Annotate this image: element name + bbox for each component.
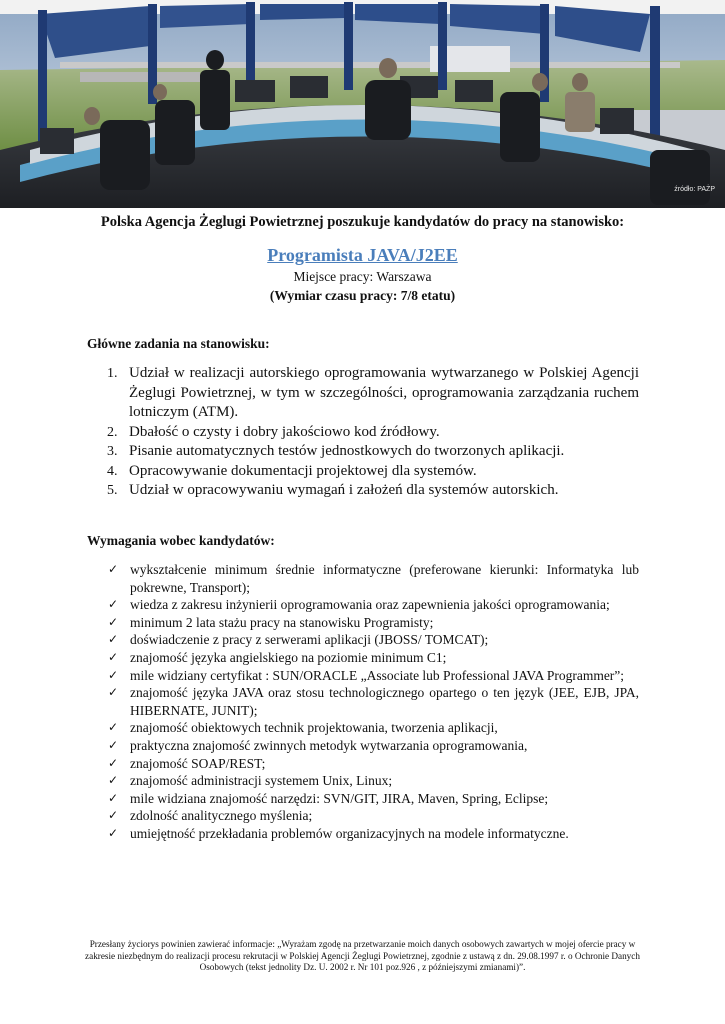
checkmark-icon: ✓	[108, 562, 119, 576]
requirement-item	[87, 649, 639, 667]
requirement-item	[87, 825, 639, 843]
task-number: 3.	[107, 444, 118, 459]
requirement-item	[87, 561, 639, 596]
requirement-text: znajomość języka angielskiego na poziomie minimum C1;	[130, 649, 447, 665]
tasks-heading: Główne zadania na stanowisku:	[87, 336, 270, 351]
checkmark-icon: ✓	[108, 685, 119, 700]
task-item	[87, 442, 639, 462]
requirement-item	[87, 719, 639, 737]
requirement-text: mile widziana znajomość narzędzi: SVN/GIT, JIRA, Maven, Spring, Eclipse;	[130, 790, 549, 806]
task-number: 4.	[107, 463, 118, 479]
requirement-text: umiejętność przekładania problemów organizacyjnych na modele informatyczne.	[130, 825, 569, 841]
headline: Polska Agencja Żeglugi Powietrznej poszukuje kandydatów do pracy na stanowisko:	[100, 214, 625, 230]
task-text: Dbałość o czysty i dobry jakościowo kod źródłowy.	[129, 423, 440, 440]
requirement-item	[87, 772, 639, 790]
requirements-heading: Wymagania wobec kandydatów:	[87, 533, 275, 548]
checkmark-icon: ✓	[108, 808, 119, 823]
task-item	[87, 481, 639, 501]
requirement-item	[87, 631, 639, 649]
requirements-list	[87, 561, 639, 843]
requirement-text: wiedza z zakresu inżynierii oprogramowania oraz zapewnienia jakości oprogramowania;	[130, 597, 610, 613]
checkmark-icon: ✓	[108, 667, 119, 682]
requirement-text: znajomość języka JAVA oraz stosu technologicznego opartego o ten język (JEE, EJB, JPA, HIBERNATE, JUNIT);	[130, 685, 639, 718]
control-tower-illustration	[0, 0, 725, 208]
requirement-text: wykształcenie minimum średnie informatyczne (preferowane kierunki: Informatyka lub pokrewne, Transport);	[130, 562, 639, 595]
requirement-item	[87, 755, 639, 773]
task-text: Udział w realizacji autorskiego oprogramowania wytwarzanego w Polskiej Agencji Żeglugi Powietrznej, w tym w szczególności, oprogramowania zarządzania ruchem lotniczym (ATM).	[129, 365, 639, 420]
requirement-text: minimum 2 lata stażu pracy na stanowisku Programisty;	[130, 614, 434, 630]
requirement-item	[87, 684, 639, 719]
requirement-text: mile widziany certyfikat : SUN/ORACLE „Associate lub Professional JAVA Programmer”;	[130, 667, 625, 683]
checkmark-icon: ✓	[108, 790, 119, 805]
checkmark-icon: ✓	[108, 720, 119, 735]
requirement-text: znajomość SOAP/REST;	[130, 755, 266, 771]
job-title: Programista JAVA/J2EE	[267, 245, 458, 265]
requirement-item	[87, 667, 639, 685]
checkmark-icon: ✓	[108, 614, 119, 629]
photo-credit: źródło: PAŻP	[674, 186, 715, 193]
checkmark-icon: ✓	[108, 597, 119, 612]
requirement-text: znajomość obiektowych technik projektowania, tworzenia aplikacji,	[130, 720, 498, 736]
requirement-item	[87, 807, 639, 825]
gdpr-consent-note: Przesłany życiorys powinien zawierać informacje: „Wyrażam zgodę na przetwarzanie moich danych osobowych zawartych w mojej ofercie pracy w zakresie niezbędnym do realizacji procesu rekrutacji w Polskiej Agencji Żeglugi Powietrznej, zgodnie z ustawą z dn. 29.08.1997 r. o Ochronie Danych Osobowych (tekst jednolity Dz. U. 2002 r. Nr 101 poz.926 , z późniejszymi zmianami)”.	[85, 939, 640, 972]
task-text: Opracowywanie dokumentacji projektowej dla systemów.	[129, 462, 477, 479]
requirement-text: praktyczna znajomość zwinnych metodyk wytwarzania oprogramowania,	[130, 737, 528, 753]
task-item	[87, 423, 639, 443]
requirement-item	[87, 596, 639, 614]
task-text: Pisanie automatycznych testów jednostkowych do tworzonych aplikacji.	[129, 443, 565, 459]
task-item	[87, 462, 639, 482]
work-time: (Wymiar czasu pracy: 7/8 etatu)	[269, 288, 456, 303]
work-location: Miejsce pracy: Warszawa	[293, 269, 432, 284]
requirement-item	[87, 790, 639, 808]
requirement-item	[87, 737, 639, 755]
task-item	[87, 364, 639, 423]
requirement-text: zdolność analitycznego myślenia;	[130, 808, 313, 824]
tasks-list	[87, 364, 639, 501]
task-number: 5.	[107, 483, 118, 498]
task-text: Udział w opracowywaniu wymagań i założeń dla systemów autorskich.	[129, 482, 559, 498]
control-tower-photo	[0, 0, 725, 208]
checkmark-icon: ✓	[108, 632, 119, 647]
checkmark-icon: ✓	[108, 825, 119, 840]
requirement-text: znajomość administracji systemem Unix, Linux;	[130, 773, 393, 789]
checkmark-icon: ✓	[108, 649, 119, 664]
task-number: 1.	[107, 366, 118, 381]
task-number: 2.	[107, 424, 118, 440]
checkmark-icon: ✓	[108, 773, 119, 788]
requirement-item	[87, 614, 639, 632]
requirement-text: doświadczenie z pracy z serwerami aplikacji (JBOSS/ TOMCAT);	[130, 632, 489, 648]
checkmark-icon: ✓	[108, 737, 119, 752]
checkmark-icon: ✓	[108, 755, 119, 770]
